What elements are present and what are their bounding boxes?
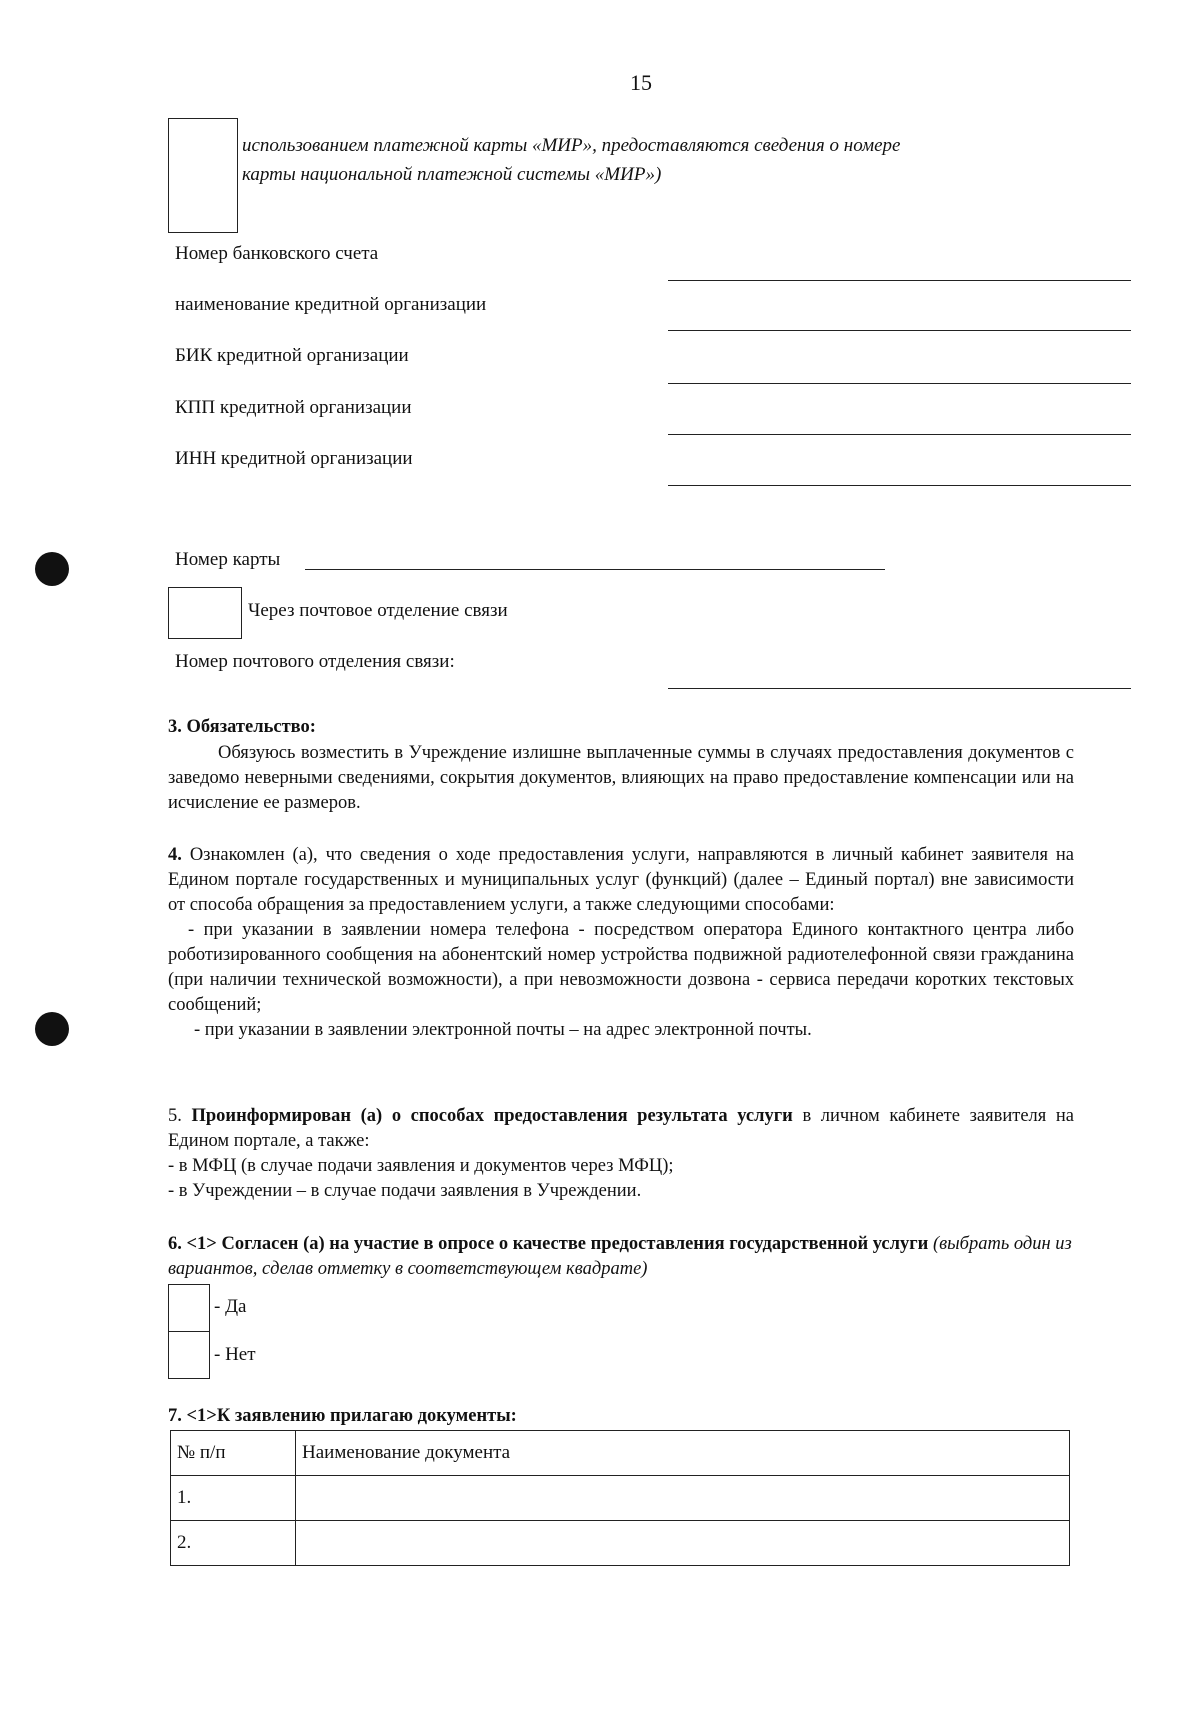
- section5-item2: - в Учреждении – в случае подачи заявления в Учреждении.: [168, 1181, 642, 1201]
- survey-no-label: - Нет: [214, 1344, 256, 1365]
- bik-field[interactable]: [668, 383, 1131, 384]
- bank-account-field[interactable]: [668, 280, 1131, 281]
- section4-item2: - при указании в заявлении электронной почты – на адрес электронной почты.: [194, 1020, 812, 1040]
- row-number: 1.: [171, 1476, 296, 1521]
- section6-italic: (выбрать один из вариантов, сделав отметку в соответствующем квадрате): [168, 1234, 1072, 1279]
- kpp-field[interactable]: [668, 434, 1131, 435]
- row-document-name[interactable]: [296, 1521, 1070, 1566]
- kpp-label: КПП кредитной организации: [175, 397, 412, 418]
- section6: [168, 1232, 1074, 1282]
- survey-yes-label: - Да: [214, 1296, 247, 1317]
- mir-note-line1: использованием платежной карты «МИР», предоставляются сведения о номере: [242, 135, 901, 156]
- section5: [168, 1104, 1074, 1204]
- mir-note-line2: карты национальной платежной системы «МИР»): [242, 164, 662, 185]
- bank-account-label: Номер банковского счета: [175, 243, 379, 264]
- credit-org-name-field[interactable]: [668, 330, 1131, 331]
- survey-yes-checkbox[interactable]: [168, 1284, 210, 1332]
- inn-field[interactable]: [668, 485, 1131, 486]
- section4-item1: - при указании в заявлении номера телефона - посредством оператора Единого контактного центра либо роботизированного сообщения на абонентский номер устройства подвижной радиотелефонной связи гражданина (при наличии технической возможности), а при невозможности дозвона - сервиса передачи коротких текстовых сообщений;: [168, 920, 1074, 1015]
- card-number-field[interactable]: [305, 569, 885, 570]
- inn-label: ИНН кредитной организации: [175, 448, 413, 469]
- post-office-checkbox[interactable]: [168, 587, 242, 639]
- section5-bold: Проинформирован (а) о способах предоставления результата услуги: [191, 1106, 793, 1126]
- section5-item1: - в МФЦ (в случае подачи заявления и документов через МФЦ);: [168, 1156, 674, 1176]
- section6-bold: 6. <1> Согласен (а) на участие в опросе о качестве предоставления государственной услуги: [168, 1234, 929, 1254]
- section4: [168, 843, 1074, 1043]
- survey-no-checkbox[interactable]: [168, 1331, 210, 1379]
- post-office-number-label: Номер почтового отделения связи:: [175, 651, 455, 672]
- header-document-name: Наименование документа: [296, 1431, 1070, 1476]
- hole-punch-top: [35, 552, 69, 586]
- row-document-name[interactable]: [296, 1476, 1070, 1521]
- section3-text: Обязуюсь возместить в Учреждение излишне выплаченные суммы в случаях предоставления документов с заведомо неверными сведениями, сокрытия документов, влияющих на право предоставление компенсации или на исчисление ее размеров.: [168, 743, 1074, 813]
- mir-card-checkbox[interactable]: [168, 118, 238, 233]
- post-office-option-label: Через почтовое отделение связи: [248, 600, 508, 621]
- post-office-number-field[interactable]: [668, 688, 1131, 689]
- section4-text: Ознакомлен (а), что сведения о ходе предоставления услуги, направляются в личный кабинет заявителя на Едином портале государственных и муниципальных услуг (функций) (далее – Единый портал) вне зависимости от способа обращения за предоставлением услуги, а также следующими способами:: [168, 845, 1075, 915]
- documents-table: [170, 1430, 1070, 1566]
- row-number: 2.: [171, 1521, 296, 1566]
- section7-title: 7. <1>К заявлению прилагаю документы:: [168, 1406, 517, 1426]
- credit-org-name-label: наименование кредитной организации: [175, 294, 487, 315]
- hole-punch-bottom: [35, 1012, 69, 1046]
- section3-title: 3. Обязательство:: [168, 717, 316, 737]
- table-header-row: [171, 1431, 1070, 1476]
- header-number: № п/п: [171, 1431, 296, 1476]
- bik-label: БИК кредитной организации: [175, 345, 409, 366]
- table-row: [171, 1476, 1070, 1521]
- section4-number: 4.: [168, 845, 182, 865]
- page-number: 15: [630, 70, 652, 95]
- section5-text: в личном кабинете заявителя на Едином портале, а также:: [168, 1106, 1074, 1151]
- table-row: [171, 1521, 1070, 1566]
- section5-number: 5.: [168, 1106, 182, 1126]
- card-number-label: Номер карты: [175, 549, 281, 570]
